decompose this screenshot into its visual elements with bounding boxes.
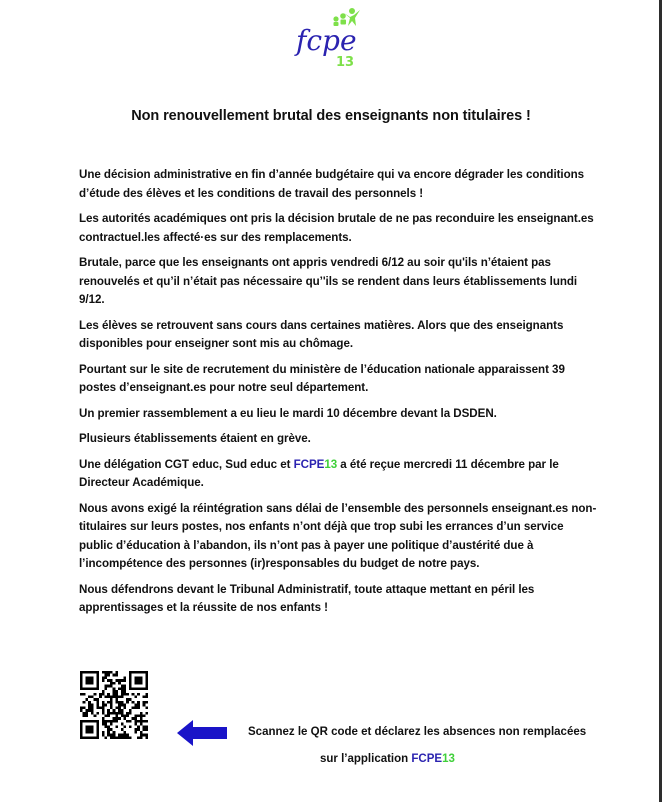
- paragraph: Les élèves se retrouvent sans cours dans certaines matières. Alors que des enseignants disponibles pour enseigner sont mis au chômage.: [79, 318, 564, 350]
- page-title: Non renouvellement brutal des enseignants non titulaires !: [131, 108, 531, 124]
- paragraph: Les autorités académiques ont pris la décision brutale de ne pas reconduire les enseignant.es contractuel.les affecté·es sur des remplacements.: [79, 212, 594, 244]
- scan-instruction: Scannez le QR code et déclarez les absences non remplacées: [248, 726, 587, 738]
- fcpe-number: 13: [324, 457, 338, 471]
- fcpe-number: 13: [442, 753, 455, 765]
- article-body: [79, 166, 599, 625]
- fcpe-brand: FCPE: [411, 753, 443, 765]
- paragraph: Un premier rassemblement a eu lieu le mardi 10 décembre devant la DSDEN.: [79, 406, 497, 420]
- logo-text: fcpe: [296, 24, 357, 57]
- qr-code-icon[interactable]: [80, 671, 148, 739]
- paragraph: Plusieurs établissements étaient en grève.: [79, 432, 311, 445]
- paragraph: Nous avons exigé la réintégration sans délai de l’ensemble des personnels enseignant.es non-titulaires sur leurs postes, nos enfants n’ont déjà que trop subi les errances d’un service public d’éducation à l’abandon, ils n’ont pas à payer une politique d’austérité due à l’incompétence des personnes (ir)responsables du budget de notre pays.: [79, 501, 597, 570]
- scan-instruction-app: [320, 753, 455, 765]
- arrow-left-icon: [177, 720, 227, 746]
- scan-app-prefix: sur l’application: [320, 753, 412, 765]
- paragraph: Brutale, parce que les enseignants ont appris vendredi 6/12 au soir qu'ils n’étaient pas renouvelés et qu’il n’était pas nécessaire qu’'ils se rendent dans leurs établissements lundi 9/12.: [79, 256, 578, 306]
- paragraph: Une décision administrative en fin d’année budgétaire qui va encore dégrader les conditions d’étude des élèves et les conditions de travail des personnels !: [79, 168, 585, 200]
- fcpe-logo: [292, 6, 362, 70]
- fcpe-brand: FCPE: [293, 457, 325, 471]
- delegation-text-end: a été reçue mercredi 11 décembre par le Directeur Académique.: [79, 457, 559, 489]
- delegation-text: Une délégation CGT educ, Sud educ et: [79, 457, 294, 471]
- logo-number: 13: [336, 55, 355, 70]
- paragraph: Nous défendrons devant le Tribunal Administratif, toute attaque mettant en péril les apprentissages et la réussite de nos enfants !: [79, 582, 535, 614]
- paragraph-delegation: [79, 456, 599, 493]
- paragraph: Pourtant sur le site de recrutement du ministère de l’éducation nationale apparaissent 39 postes d’enseignant.es pour notre seul département.: [79, 362, 565, 394]
